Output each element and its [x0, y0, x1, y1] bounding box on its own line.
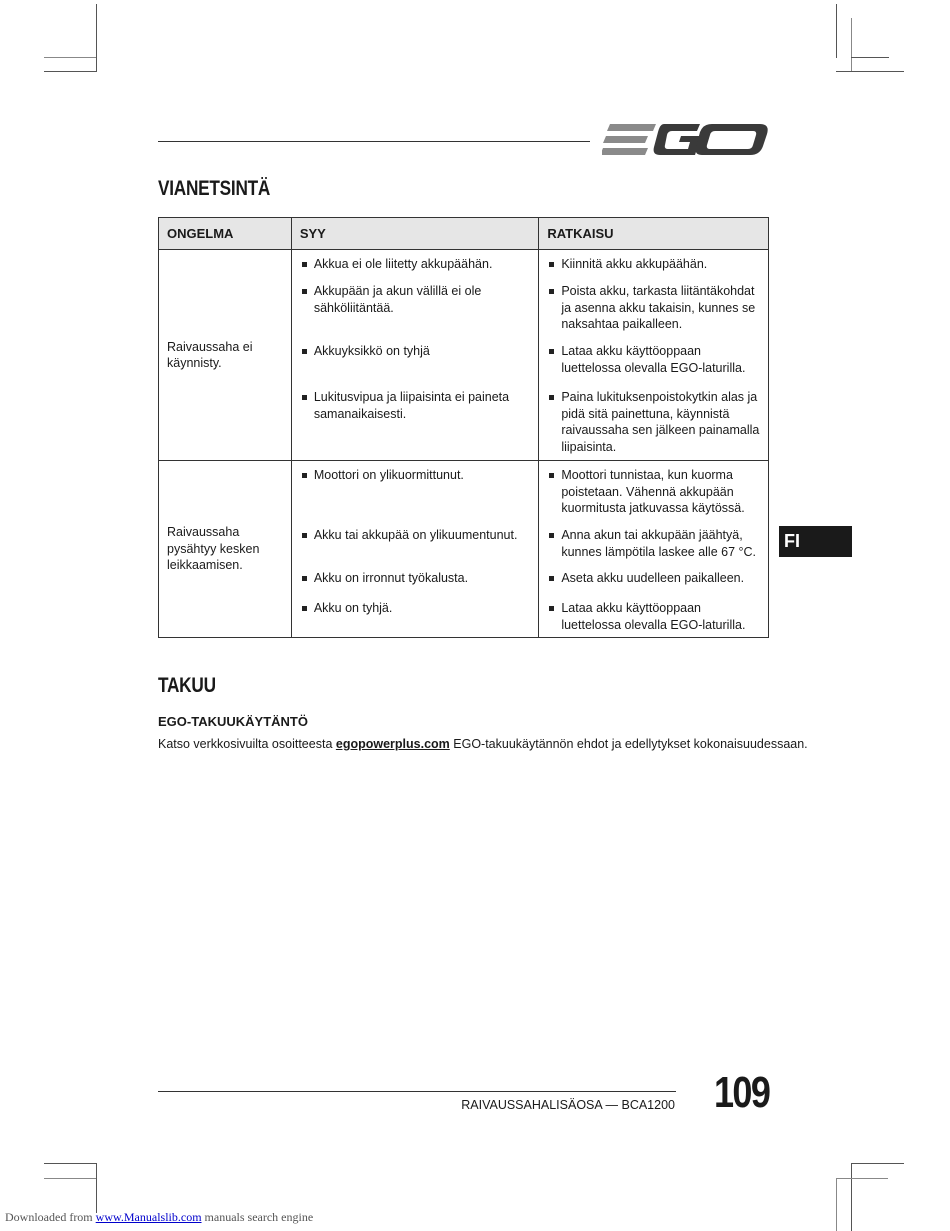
- column-header-problem: ONGELMA: [159, 218, 292, 250]
- crop-mark: [836, 1178, 837, 1231]
- column-header-solution: RATKAISU: [539, 218, 769, 250]
- download-suffix: manuals search engine: [201, 1210, 314, 1224]
- problem-cell: Raivaussaha ei käynnisty.: [159, 250, 292, 461]
- footer-text: RAIVAUSSAHALISÄOSA — BCA1200: [461, 1098, 675, 1112]
- list-item: Lataa akku käyttöoppaan luettelossa olevalla EGO-laturilla.: [549, 600, 760, 633]
- warranty-text: [158, 737, 808, 751]
- list-item: Akku tai akkupää on ylikuumentunut.: [302, 527, 530, 570]
- crop-mark: [836, 1178, 888, 1179]
- column-header-cause: SYY: [291, 218, 538, 250]
- table-row: [159, 250, 769, 461]
- ego-logo: [602, 118, 770, 162]
- list-item: Anna akun tai akkupään jäähtyä, kunnes lämpötila laskee alle 67 °C.: [549, 527, 760, 570]
- crop-mark: [851, 57, 889, 58]
- list-item: Akkua ei ole liitetty akkupäähän.: [302, 256, 530, 283]
- list-item: Kiinnitä akku akkupäähän.: [549, 256, 760, 283]
- list-item: Lukitusvipua ja liipaisinta ei paineta samanaikaisesti.: [302, 389, 530, 422]
- warranty-text-after: EGO-takuukäytännön ehdot ja edellytykset kokonaisuudessaan.: [449, 737, 808, 751]
- warranty-subtitle: EGO-TAKUUKÄYTÄNTÖ: [158, 714, 308, 729]
- crop-mark: [96, 1163, 97, 1213]
- crop-mark: [851, 1163, 904, 1164]
- warranty-link[interactable]: egopowerplus.com: [335, 737, 450, 751]
- list-item: Paina lukituksenpoistokytkin alas ja pidä sitä painettuna, käynnistä raivaussaha sen jälkeen painamalla liipaisinta.: [549, 389, 760, 455]
- solution-cell: [539, 461, 769, 638]
- list-item: Poista akku, tarkasta liitäntäkohdat ja asenna akku takaisin, kunnes se naksahtaa paikalleen.: [549, 283, 760, 343]
- warranty-title: TAKUU: [158, 674, 216, 697]
- manualslib-link[interactable]: www.Manualslib.com: [95, 1210, 202, 1224]
- download-note: [5, 1210, 313, 1225]
- table-row: [159, 461, 769, 638]
- cause-cell: [291, 461, 538, 638]
- download-prefix: Downloaded from: [5, 1210, 96, 1224]
- warranty-text-before: Katso verkkosivuilta osoitteesta: [158, 737, 336, 751]
- crop-mark: [851, 1163, 852, 1231]
- crop-mark: [44, 57, 96, 58]
- problem-cell: Raivaussaha pysähtyy kesken leikkaamisen.: [159, 461, 292, 638]
- troubleshooting-title: VIANETSINTÄ: [158, 177, 271, 200]
- crop-mark: [44, 1178, 96, 1179]
- list-item: Akkupään ja akun välillä ei ole sähköliitäntää.: [302, 283, 530, 343]
- cause-cell: [291, 250, 538, 461]
- list-item: Akku on irronnut työkalusta.: [302, 570, 530, 600]
- crop-mark: [44, 71, 96, 72]
- list-item: Moottori on ylikuormittunut.: [302, 467, 530, 527]
- crop-mark: [836, 71, 904, 72]
- footer-rule: [158, 1091, 676, 1092]
- table-header-row: [159, 218, 769, 250]
- list-item: Akkuyksikkö on tyhjä: [302, 343, 530, 389]
- list-item: Akku on tyhjä.: [302, 600, 530, 617]
- page-number: 109: [714, 1068, 770, 1117]
- troubleshooting-table: [158, 217, 769, 638]
- crop-mark: [96, 4, 97, 72]
- language-tab: FI: [779, 526, 852, 557]
- list-item: Moottori tunnistaa, kun kuorma poistetaan. Vähennä akkupään kuormitusta jatkuvassa käytössä.: [549, 467, 760, 527]
- crop-mark: [851, 18, 852, 72]
- crop-mark: [836, 4, 837, 58]
- crop-mark: [44, 1163, 96, 1164]
- solution-cell: [539, 250, 769, 461]
- list-item: Lataa akku käyttöoppaan luettelossa olevalla EGO-laturilla.: [549, 343, 760, 389]
- list-item: Aseta akku uudelleen paikalleen.: [549, 570, 760, 600]
- header-rule: [158, 141, 590, 142]
